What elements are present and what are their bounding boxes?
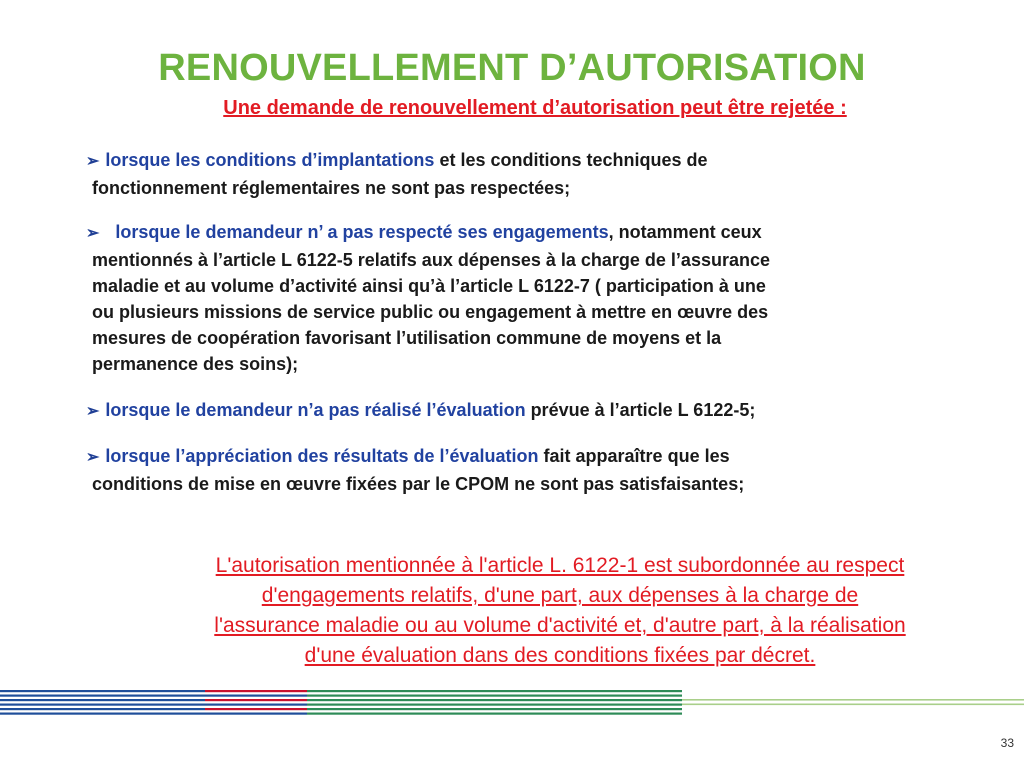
- bullet-first-line: [86, 397, 976, 425]
- bullet-highlight: lorsque le demandeur n’ a pas respecté ses engagements: [115, 222, 609, 242]
- bullet-continuation: fonctionnement réglementaires ne sont pas respectées;: [92, 178, 571, 198]
- bullet-item: [86, 147, 976, 201]
- bullet-highlight: lorsque les conditions d’implantations: [105, 150, 435, 170]
- arrow-right-icon: ➢: [86, 153, 100, 170]
- slide-subtitle: Une demande de renouvellement d’autorisation peut être rejetée :: [223, 97, 847, 119]
- bullet-list: [86, 147, 976, 497]
- bullet-first-line: [86, 219, 976, 247]
- stripe-group-red-blue: [205, 690, 307, 715]
- arrow-right-icon: ➢: [86, 403, 100, 420]
- bullet-text: et les conditions techniques de: [434, 150, 708, 170]
- bullet-item: [86, 397, 976, 425]
- slide-title: RENOUVELLEMENT D’AUTORISATION: [158, 47, 866, 89]
- stripe-group-blue: [0, 690, 205, 715]
- stripe-group-lightgreen: [682, 699, 1024, 705]
- bullet-text: prévue à l’article L 6122-5;: [525, 400, 756, 420]
- bullet-highlight: lorsque l’appréciation des résultats de l’évaluation: [105, 446, 539, 466]
- bullet-item: [86, 443, 976, 497]
- bullet-highlight: lorsque le demandeur n’a pas réalisé l’évaluation: [105, 400, 526, 420]
- legal-note-line: L'autorisation mentionnée à l'article L. 6122-1 est subordonnée au respect: [215, 554, 905, 577]
- bullet-first-line: [86, 147, 976, 175]
- arrow-right-icon: ➢: [86, 449, 100, 466]
- bullet-first-line: [86, 443, 976, 471]
- bullet-continuation: mentionnés à l’article L 6122-5 relatifs aux dépenses à la charge de l’assurance: [92, 250, 770, 270]
- bullet-continuation: maladie et au volume d’activité ainsi qu’à l’article L 6122-7 ( participation à une: [92, 276, 766, 296]
- bullet-continuation: ou plusieurs missions de service public ou engagement à mettre en œuvre des: [92, 302, 769, 322]
- legal-note-line: d'une évaluation dans des conditions fixées par décret.: [304, 644, 816, 667]
- bullet-text: , notamment ceux: [608, 222, 762, 242]
- legal-note-line: l'assurance maladie ou au volume d'activité et, d'autre part, à la réalisation: [214, 614, 906, 637]
- bullet-item: [86, 219, 976, 377]
- footer-stripes: [0, 690, 1024, 715]
- legal-note-line: d'engagements relatifs, d'une part, aux dépenses à la charge de: [261, 584, 859, 607]
- bullet-continuation: permanence des soins);: [92, 354, 299, 374]
- stripe-group-green: [307, 690, 682, 715]
- arrow-right-icon: ➢: [86, 225, 100, 242]
- bullet-continuation: conditions de mise en œuvre fixées par le CPOM ne sont pas satisfaisantes;: [92, 474, 745, 494]
- decorative-stripes: [0, 690, 1024, 715]
- bullet-text: fait apparaître que les: [538, 446, 730, 466]
- legal-note: [120, 551, 1000, 671]
- bullet-continuation: mesures de coopération favorisant l’utilisation commune de moyens et la: [92, 328, 722, 348]
- page-number: 33: [1000, 736, 1014, 750]
